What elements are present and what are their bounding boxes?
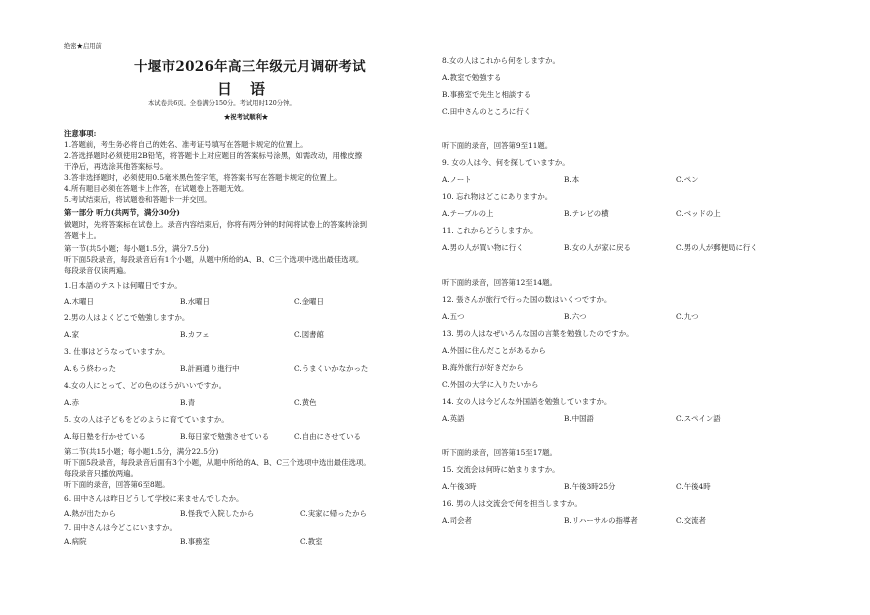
note-item: 3.答非选择题时，必须使用0.5毫米黑色签字笔，将答案书写在答题卡规定的位置上。 bbox=[64, 173, 342, 182]
note-item: 干净后，再选涂其他答案标号。 bbox=[64, 162, 168, 171]
option-a: A.もう終わった bbox=[64, 364, 116, 373]
question-3: 3. 仕事はどうなっていますか。 bbox=[64, 347, 170, 356]
option-a: A.外国に住んだことがあるから bbox=[442, 346, 546, 355]
note-item: 1.答题前，考生务必将自己的姓名、准考证号填写在答题卡规定的位置上。 bbox=[64, 140, 308, 149]
question-6: 6. 田中さんは昨日どうして学校に来ませんでしたか。 bbox=[64, 494, 244, 503]
option-b: B.青 bbox=[180, 398, 196, 407]
section1-instructions: 每段录音仅读两遍。 bbox=[64, 266, 131, 275]
option-c: C.スペイン語 bbox=[676, 414, 721, 423]
option-a: A.英語 bbox=[442, 414, 465, 423]
question-12: 12. 張さんが旅行で行った国の数はいくつですか。 bbox=[442, 295, 612, 304]
part1-intro: 做题时，先将答案标在试卷上。录音内容结束后，你将有两分钟的时间将试卷上的答案转涂到 bbox=[64, 220, 368, 229]
option-a: A.男の人が買い物に行く bbox=[442, 243, 524, 252]
part1-intro: 答题卡上。 bbox=[64, 231, 101, 240]
option-b: B.事務室 bbox=[180, 537, 210, 546]
option-b: B.事務室で先生と相談する bbox=[442, 90, 532, 99]
section1-instructions: 听下面5段录音，每段录音后有1个小题，从题中所给的A、B、C三个选项中选出最佳选项。 bbox=[64, 255, 364, 264]
question-16: 16. 男の人は交流会で何を担当しますか。 bbox=[442, 499, 582, 508]
option-a: A.司会者 bbox=[442, 516, 472, 525]
option-c: C.ベッドの上 bbox=[676, 209, 721, 218]
question-2: 2.男の人はよくどこで勉強しますか。 bbox=[64, 313, 190, 322]
option-c: C.九つ bbox=[676, 312, 699, 321]
option-c: C.ペン bbox=[676, 175, 699, 184]
question-1: 1.日本語のテストは何曜日ですか。 bbox=[64, 281, 182, 290]
group-prompt: 听下面的录音，回答第9至11题。 bbox=[442, 141, 553, 150]
option-b: B.水曜日 bbox=[180, 297, 210, 306]
option-c: C.実家に帰ったから bbox=[300, 509, 367, 518]
option-a: A.教室で勉強する bbox=[442, 73, 502, 82]
option-a: A.毎日塾を行かせている bbox=[64, 432, 146, 441]
section1-heading: 第一节(共5小题；每小题1.5分，满分7.5分) bbox=[64, 244, 209, 253]
option-c: C.うまくいかなかった bbox=[294, 364, 369, 373]
section2-heading: 第二节(共15小题；每小题1.5分，满分22.5分) bbox=[64, 447, 219, 456]
option-b: B.中国語 bbox=[564, 414, 594, 423]
group-prompt: 听下面的录音，回答第6至8题。 bbox=[64, 480, 170, 489]
question-9: 9. 女の人は今、何を探していますか。 bbox=[442, 158, 570, 167]
group-prompt: 听下面的录音，回答第12至14题。 bbox=[442, 278, 557, 287]
question-5: 5. 女の人は子どもをどのように育てていますか。 bbox=[64, 415, 229, 424]
question-13: 13. 男の人はなぜいろんな国の言葉を勉強したのですか。 bbox=[442, 329, 634, 338]
option-a: A.病院 bbox=[64, 537, 87, 546]
exam-info: 本试卷共6页。全卷满分150分。考试用时120分钟。 bbox=[148, 100, 296, 107]
option-c: C.田中さんのところに行く bbox=[442, 107, 532, 116]
question-7: 7. 田中さんは今どこにいますか。 bbox=[64, 523, 177, 532]
question-15: 15. 交流会は何時に始まりますか。 bbox=[442, 465, 560, 474]
section2-instructions: 每段录音只播放两遍。 bbox=[64, 469, 138, 478]
question-14: 14. 女の人は今どんな外国語を勉強していますか。 bbox=[442, 397, 612, 406]
section2-instructions: 听下面5段录音，每段录音后面有3个小题，从题中所给的A、B、C三个选项中选出最佳选项。 bbox=[64, 458, 371, 467]
subject-title: 日语 bbox=[217, 80, 284, 98]
option-a: A.五つ bbox=[442, 312, 465, 321]
option-c: C.黄色 bbox=[294, 398, 317, 407]
note-item: 5.考试结束后，将试题卷和答题卡一并交回。 bbox=[64, 195, 212, 204]
part1-heading: 第一部分 听力(共两节，满分30分) bbox=[64, 208, 180, 217]
group-prompt: 听下面的录音，回答第15至17题。 bbox=[442, 448, 557, 457]
option-a: A.ノート bbox=[442, 175, 472, 184]
option-c: C.男の人が郵便局に行く bbox=[676, 243, 758, 252]
question-8: 8.女の人はこれから何をしますか。 bbox=[442, 56, 560, 65]
question-11: 11. これからどうしますか。 bbox=[442, 226, 538, 235]
option-a: A.家 bbox=[64, 330, 80, 339]
option-a: A.木曜日 bbox=[64, 297, 94, 306]
note-item: 4.所有题目必须在答题卡上作答，在试题卷上答题无效。 bbox=[64, 184, 249, 193]
option-c: C.教室 bbox=[300, 537, 323, 546]
option-b: B.テレビの横 bbox=[564, 209, 609, 218]
option-b: B.リハーサルの指導者 bbox=[564, 516, 638, 525]
notes-heading: 注意事项: bbox=[64, 129, 97, 138]
option-b: B.海外旅行が好きだから bbox=[442, 363, 524, 372]
good-luck: ★祝考试顺利★ bbox=[224, 114, 269, 121]
option-c: C.交流者 bbox=[676, 516, 706, 525]
question-10: 10. 忘れ物はどこにありますか。 bbox=[442, 192, 553, 201]
question-4: 4.女の人にとって、どの色のほうがいいですか。 bbox=[64, 381, 226, 390]
option-b: B.カフェ bbox=[180, 330, 210, 339]
option-a: A.テーブルの上 bbox=[442, 209, 494, 218]
option-c: C.金曜日 bbox=[294, 297, 324, 306]
option-c: C.自由にさせている bbox=[294, 432, 361, 441]
option-a: A.午後3時 bbox=[442, 482, 477, 491]
option-b: B.午後3時25分 bbox=[564, 482, 616, 491]
option-c: C.外国の大学に入りたいから bbox=[442, 380, 539, 389]
exam-title: 十堰市2026年高三年级元月调研考试 bbox=[134, 59, 366, 75]
option-b: B.本 bbox=[564, 175, 580, 184]
option-b: B.計画通り進行中 bbox=[180, 364, 240, 373]
option-b: B.女の人が家に戻る bbox=[564, 243, 631, 252]
note-item: 2.答选择题时必须使用2B铅笔，将答题卡上对应题目的答案标号涂黑，如需改动，用橡皮擦 bbox=[64, 151, 363, 160]
option-b: B.六つ bbox=[564, 312, 587, 321]
option-a: A.熱が出たから bbox=[64, 509, 117, 518]
option-b: B.毎日家で勉強させている bbox=[180, 432, 270, 441]
option-c: C.図書館 bbox=[294, 330, 324, 339]
option-c: C.午後4時 bbox=[676, 482, 711, 491]
option-b: B.怪我で入院したから bbox=[180, 509, 255, 518]
secret-tag: 绝密★启用前 bbox=[64, 43, 102, 50]
option-a: A.赤 bbox=[64, 398, 80, 407]
